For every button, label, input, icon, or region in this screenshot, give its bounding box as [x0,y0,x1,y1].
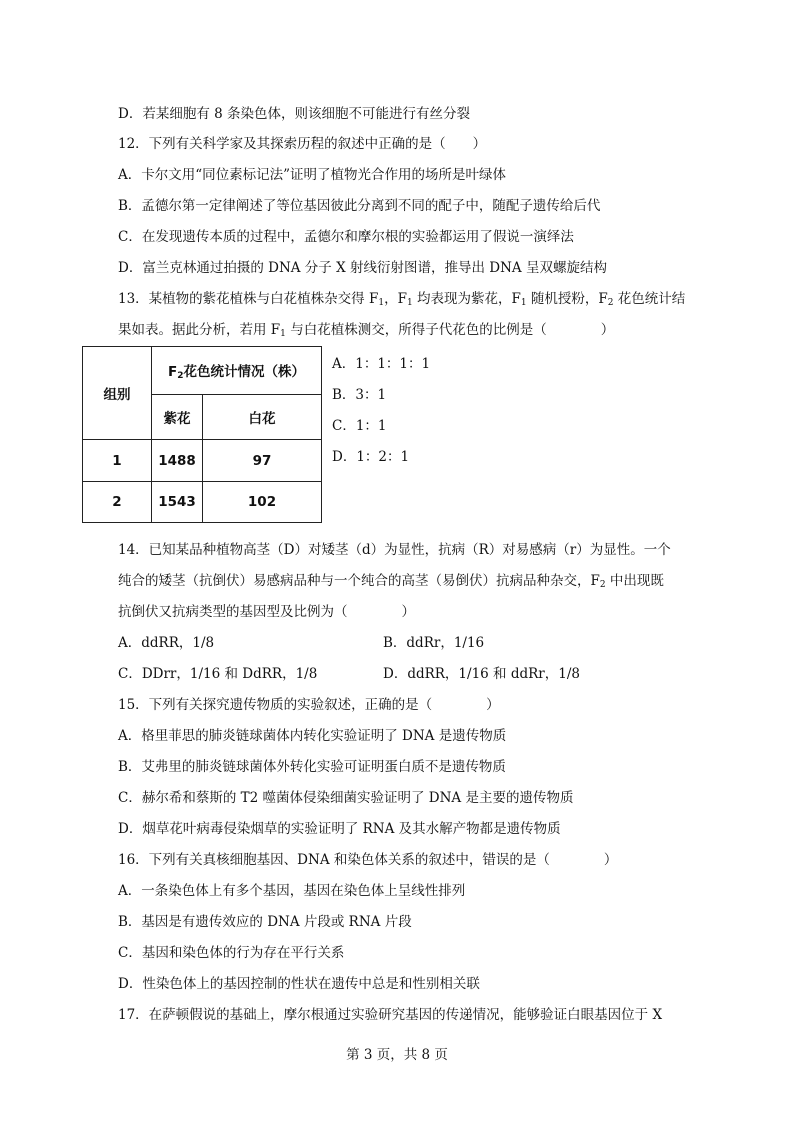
q14-stem-line1: 14．已知某品种植物高茎（D）对矮茎（d）为显性，抗病（R）对易感病（r）为显性。一个 [118,542,671,558]
table-row [83,482,322,523]
table-cell-group: 1 [83,440,152,482]
q16-option-c: C．基因和染色体的行为存在平行关系 [118,945,345,961]
table-cell-group: 2 [83,482,152,523]
q14-option-d: D．ddRR，1/16 和 ddRr，1/8 [383,666,580,682]
q12-option-a: A．卡尔文用“同位素标记法”证明了植物光合作用的场所是叶绿体 [118,167,507,183]
table-cell-white: 102 [203,482,322,523]
q16-option-a: A．一条染色体上有多个基因，基因在染色体上呈线性排列 [118,883,466,899]
table-header-purple: 紫花 [152,395,203,440]
table-row [83,440,322,482]
q12-stem: 12．下列有关科学家及其探索历程的叙述中正确的是（ ） [118,136,487,152]
q16-stem: 16．下列有关真核细胞基因、DNA 和染色体关系的叙述中，错误的是（ ） [118,852,618,868]
table-header-stat: $F_2$花色统计情况（株） [152,347,322,395]
q13-stem-line2: 果如表。据此分析，若用 $F_1$ 与白花植株测交，所得子代花色的比例是（ ） [118,322,615,339]
q14-option-b: B．ddRr，1/16 [383,635,485,651]
q11-option-d: D．若某细胞有 8 条染色体，则该细胞不可能进行有丝分裂 [118,106,470,122]
q15-option-d: D．烟草花叶病毒侵染烟草的实验证明了 RNA 及其水解产物都是遗传物质 [118,821,561,837]
q12-option-c: C．在发现遗传本质的过程中，孟德尔和摩尔根的实验都运用了假说一演绎法 [118,229,574,245]
q14-stem-line2: 纯合的矮茎（抗倒伏）易感病品种与一个纯合的高茎（易倒伏）抗病品种杂交，$F_2$ 中出现既 [118,573,664,590]
q12-option-b: B．孟德尔第一定律阐述了等位基因彼此分离到不同的配子中，随配子遗传给后代 [118,198,601,214]
q16-option-d: D．性染色体上的基因控制的性状在遗传中总是和性别相关联 [118,976,480,992]
q13-option-a: A．1：1：1：1 [332,356,431,372]
q13-option-c: C．1：1 [332,418,387,434]
q14-option-c: C．DDrr，1/16 和 DdRR，1/8 [118,666,318,682]
q15-option-b: B．艾弗里的肺炎链球菌体外转化实验可证明蛋白质不是遗传物质 [118,759,506,775]
page-footer: 第 3 页，共 8 页 [346,1047,448,1063]
table-header-group: 组别 [83,347,152,440]
table-cell-purple: 1543 [152,482,203,523]
q15-option-c: C．赫尔希和蔡斯的 T2 噬菌体侵染细菌实验证明了 DNA 是主要的遗传物质 [118,790,574,806]
table-header-white: 白花 [203,395,322,440]
q13-option-d: D．1：2：1 [332,449,410,465]
table-cell-purple: 1488 [152,440,203,482]
q15-option-a: A．格里菲思的肺炎链球菌体内转化实验证明了 DNA 是遗传物质 [118,728,507,744]
q12-option-d: D．富兰克林通过拍摄的 DNA 分子 X 射线衍射图谱，推导出 DNA 呈双螺旋结构 [118,260,607,276]
q13-option-b: B．3：1 [332,387,387,403]
q17-stem: 17．在萨顿假说的基础上，摩尔根通过实验研究基因的传递情况，能够验证白眼基因位于 X [118,1007,663,1023]
q16-option-b: B．基因是有遗传效应的 DNA 片段或 RNA 片段 [118,914,412,930]
q14-stem-line3: 抗倒伏又抗病类型的基因型及比例为（ ） [118,604,415,620]
table-cell-white: 97 [203,440,322,482]
q13-stem-line1: 13．某植物的紫花植株与白花植株杂交得 $F_1$，$F_1$ 均表现为紫花，$F_1$ 随机授粉，$F_2$ 花色统计结 [118,291,686,308]
q15-stem: 15．下列有关探究遗传物质的实验叙述，正确的是（ ） [118,697,500,713]
q14-option-a: A．ddRR，1/8 [118,635,215,651]
f2-flower-color-table [82,346,322,523]
